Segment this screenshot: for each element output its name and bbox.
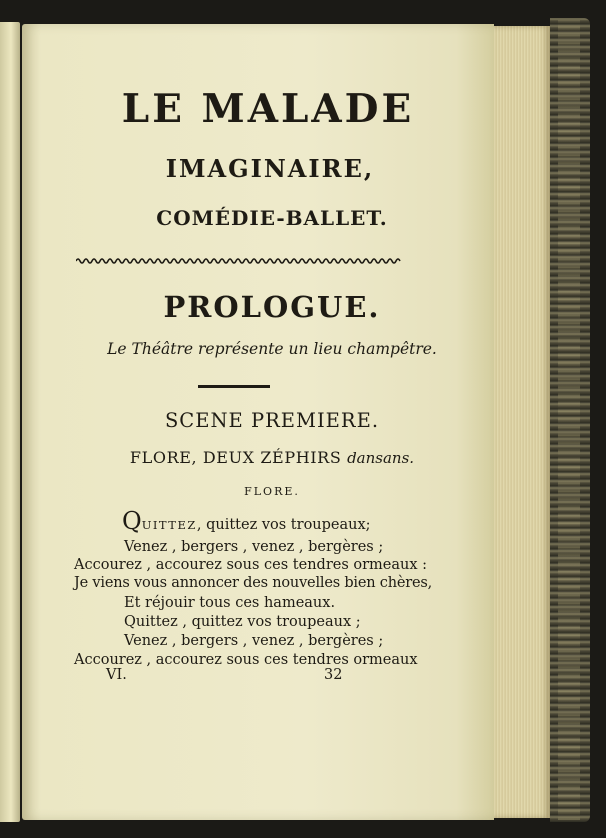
characters-names: FLORE, DEUX ZÉPHIRS (129, 448, 342, 467)
scene-heading: SCENE PREMIERE. (164, 409, 380, 432)
verse-line-5: Et réjouir tous ces hameaux. (124, 595, 336, 611)
verse-line-7: Venez , bergers , venez , bergères ; (124, 633, 384, 649)
verse-first-rest: , quittez vos troupeaux; (196, 517, 371, 533)
ornamental-wavy-rule (76, 256, 402, 266)
page-text (22, 24, 494, 820)
title-line-2: IMAGINAIRE, (165, 154, 375, 183)
verse-initial: Q (122, 507, 142, 535)
signature-mark: VI. (106, 667, 127, 683)
verse-line-8: Accourez , accourez sous ces tendres ormeaux (74, 652, 418, 668)
stage-direction: Le Théâtre représente un lieu champêtre. (107, 340, 437, 358)
page-number: 32 (324, 667, 343, 683)
verse-smallcaps: UITTEZ (141, 518, 197, 532)
verse-line-3: Accourez , accourez sous ces tendres ormeaux : (74, 557, 428, 573)
verse-line-4: Je viens vous annoncer des nouvelles bien chères, (74, 575, 432, 591)
speaker-name: FLORE. (244, 485, 300, 498)
book-cover-edge-texture (558, 20, 580, 820)
verse-line-2: Venez , bergers , venez , bergères ; (124, 539, 384, 555)
title-line-3: COMÉDIE-BALLET. (156, 206, 388, 230)
title-line-1: LE MALADE (121, 86, 415, 132)
section-title: PROLOGUE. (163, 290, 381, 324)
characters-direction: dansans. (347, 449, 415, 467)
verse-line-1 (122, 507, 371, 535)
characters-line (36, 448, 508, 467)
short-rule (198, 385, 270, 388)
verse-line-6: Quittez , quittez vos troupeaux ; (124, 614, 361, 630)
book-left-page-edge (0, 22, 20, 822)
